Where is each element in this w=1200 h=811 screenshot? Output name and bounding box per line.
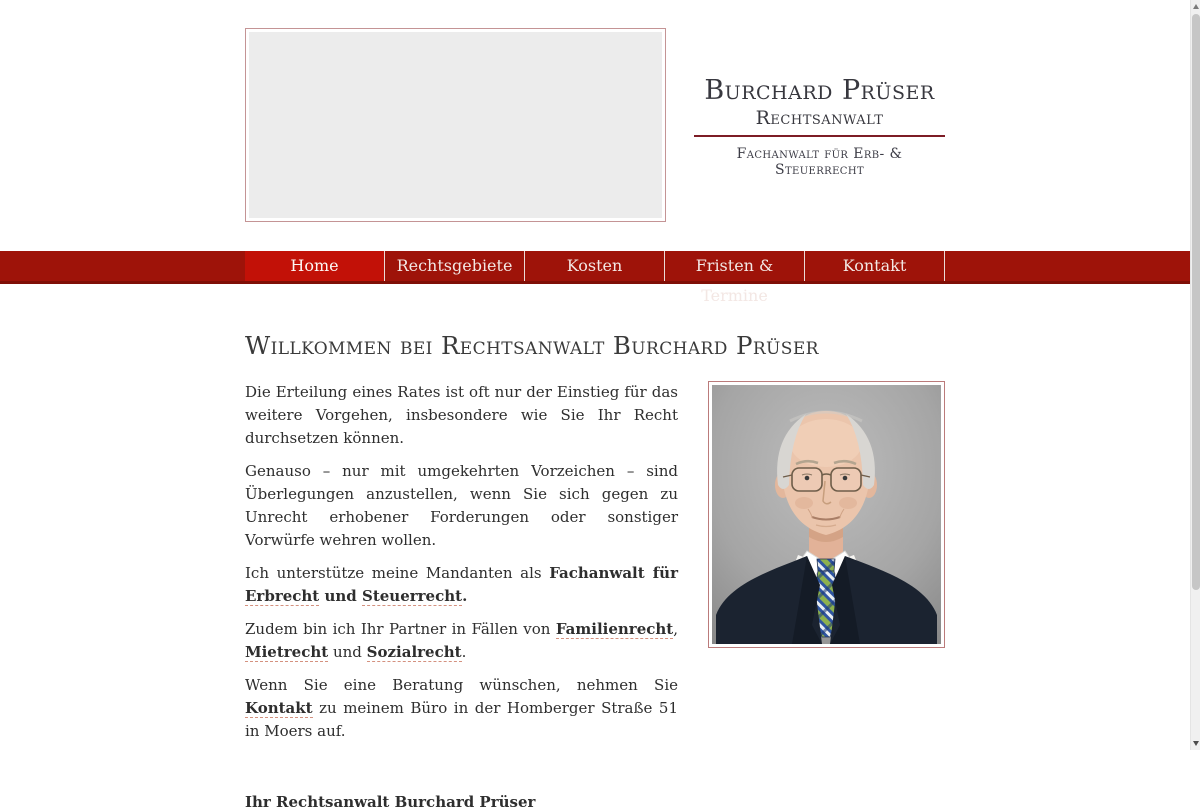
logo-image-placeholder	[245, 28, 666, 222]
brand-tagline: Fachanwalt für Erb- & Steuerrecht	[736, 146, 903, 178]
body-text: zu meinem Büro in der Homberger Straße 51 in Moers auf.	[245, 699, 678, 740]
inline-link-sozialrecht[interactable]: Sozialrecht	[366, 643, 462, 661]
main-content	[245, 331, 945, 811]
body-text: .	[461, 643, 467, 661]
paragraph	[245, 381, 678, 450]
bold-text: .	[462, 587, 468, 605]
vertical-scrollbar[interactable]	[1190, 0, 1200, 750]
body-text: Die Erteilung eines Rates ist oft nur der Einstieg für das weitere Vorgehen, insbesondere wie Sie Ihr Recht durchsetzen können.	[245, 383, 678, 447]
inline-link-steuerrecht[interactable]: Steuerrecht	[362, 587, 463, 605]
paragraph	[245, 618, 678, 664]
logo-image	[249, 32, 662, 218]
bold-text: und	[319, 587, 362, 605]
signoff-text: Ihr Rechtsanwalt Burchard Prüser	[245, 793, 536, 811]
nav-item-home[interactable]: Home	[245, 251, 385, 281]
brand-divider	[694, 135, 945, 137]
portrait-photo-frame	[708, 381, 945, 648]
nav-item-rechtsgebiete[interactable]: Rechtsgebiete	[385, 251, 525, 281]
body-text: Wenn Sie eine Beratung wünschen, nehmen Sie	[245, 676, 678, 694]
nav-item-kosten[interactable]: Kosten	[525, 251, 665, 281]
scrollbar-thumb[interactable]	[1192, 14, 1200, 590]
body-text: Zudem bin ich Ihr Partner in Fällen von	[245, 620, 556, 638]
inline-link-mietrecht[interactable]: Mietrecht	[245, 643, 329, 661]
scroll-up-icon[interactable]	[1193, 4, 1199, 9]
body-text: Genauso – nur mit umgekehrten Vorzeichen – sind Überlegungen anzustellen, wenn Sie sich gegen zu Unrecht erhobener Forderungen oder sonstiger Vorwürfe wehren wollen.	[245, 462, 678, 549]
body-text: Ich unterstütze meine Mandanten als	[245, 564, 550, 582]
nav-item-fristen-termine[interactable]: Fristen & Termine	[665, 251, 805, 281]
text-column	[245, 381, 678, 753]
scroll-down-icon[interactable]	[1193, 741, 1199, 746]
brand-subtitle: Rechtsanwalt	[755, 107, 884, 129]
body-text: und	[328, 643, 367, 661]
bold-text: Fachanwalt für	[549, 564, 678, 582]
portrait-photo	[712, 385, 941, 644]
paragraph	[245, 674, 678, 743]
page-title: Willkommen bei Rechtsanwalt Burchard Prüser	[245, 331, 819, 360]
inline-link-erbrecht[interactable]: Erbrecht	[245, 587, 320, 605]
paragraph	[245, 460, 678, 552]
site-header	[0, 0, 1190, 222]
main-navigation	[0, 251, 1190, 305]
paragraph	[245, 562, 678, 608]
photo-column	[708, 381, 945, 648]
brand-title: Burchard Prüser	[704, 75, 935, 106]
nav-item-kontakt[interactable]: Kontakt	[805, 251, 945, 281]
inline-link-familienrecht[interactable]: Familienrecht	[555, 620, 674, 638]
inline-link-kontakt[interactable]: Kontakt	[245, 699, 313, 717]
body-text: ,	[673, 620, 678, 638]
brand-block	[694, 76, 945, 178]
